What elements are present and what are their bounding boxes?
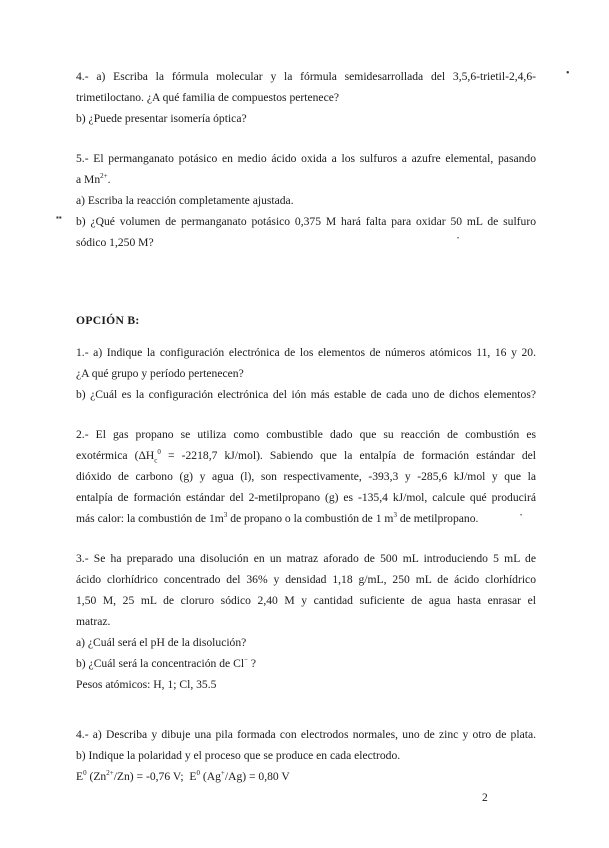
question-4b <box>76 724 536 787</box>
question-part-b: b) ¿Qué volumen de permanganato potásico 0,375 M hará falta para oxidar 50 mL de sulfuro <box>76 215 536 228</box>
scan-speck: • <box>457 236 460 242</box>
question-text: entalpía de formación estándar del 2-metilpropano (g) es -135,4 kJ/mol, calcule qué producirá <box>76 491 536 504</box>
atomic-weights: Pesos atómicos: H, 1; Cl, 35.5 <box>76 678 217 691</box>
question-text: 5.- El permanganato potásico en medio ácido oxida a los sulfuros a azufre elemental, pasando <box>76 152 536 165</box>
question-1 <box>76 342 536 405</box>
question-part-a: a) ¿Cuál será el pH de la disolución? <box>76 636 247 649</box>
question-text: exotérmica ($\Delta H_c^0 = -2218,7$ kJ/mol). Sabiendo que la entalpía de formación estándar del <box>76 448 536 465</box>
question-part-b: b) ¿Cuál será la concentración de Cl− ? <box>76 656 257 670</box>
question-text: matraz. <box>76 615 111 628</box>
question-text: 3.- Se ha preparado una disolución en un matraz aforado de 500 mL introduciendo 5 mL de <box>76 552 536 565</box>
question-text: más calor: la combustión de $1m^3$ de propano o la combustión de 1 $m^3$ de metilpropano. <box>76 511 479 525</box>
scan-speck: ▪▪ <box>56 213 62 222</box>
question-4a <box>76 66 536 129</box>
scan-speck: • <box>520 513 523 519</box>
question-text: 2.- El gas propano se utiliza como combustible dado que su reacción de combustión es <box>76 428 536 441</box>
question-text: ¿A qué grupo y período pertenecen? <box>76 367 244 380</box>
question-5 <box>76 148 536 253</box>
question-text: 1.- a) Indique la configuración electrónica de los elementos de números atómicos 11, 16 y 20. <box>76 346 536 359</box>
question-part-b: b) ¿Puede presentar isomería óptica? <box>76 112 247 125</box>
question-text: 1,50 M, 25 mL de cloruro sódico 2,40 M y cantidad suficiente de agua hasta enrasar el <box>76 594 536 607</box>
question-3 <box>76 548 536 695</box>
question-text: ácido clorhídrico concentrado del 36% y densidad 1,18 g/mL, 250 mL de ácido clorhídrico <box>76 573 536 586</box>
question-part-a: a) Escriba la reacción completamente ajustada. <box>76 194 294 207</box>
question-part-b: b) Indique la polaridad y el proceso que se produce en cada electrodo. <box>76 749 401 762</box>
question-text: 4.- a) Describa y dibuje una pila formada con electrodos normales, uno de zinc y otro de plata. <box>76 728 536 741</box>
option-b-heading: OPCIÓN B: <box>76 314 140 327</box>
question-text: dióxido de carbono (g) y agua (l), son respectivamente, -393,3 y -285,6 kJ/mol y que la <box>76 470 536 483</box>
question-text: sódico 1,250 M? <box>76 236 154 249</box>
question-text: trimetiloctano. ¿A qué familia de compuestos pertenece? <box>76 91 340 104</box>
scan-speck: • <box>566 68 570 79</box>
question-part-b: b) ¿Cuál es la configuración electrónica del ión más estable de cada uno de dichos elementos? <box>76 388 536 401</box>
question-text: 4.- a) Escriba la fórmula molecular y la fórmula semidesarrollada del 3,5,6-trietil-2,4,6- <box>76 70 536 83</box>
question-2 <box>76 424 536 529</box>
page-number: 2 <box>482 792 488 804</box>
standard-potentials: $E^0$ $(Zn^{2+}/Zn) = -0,76$ V; $E^0$ (Ag+/Ag) = 0,80 V <box>76 769 290 783</box>
question-text: a $Mn^{2+}$. <box>76 172 111 186</box>
